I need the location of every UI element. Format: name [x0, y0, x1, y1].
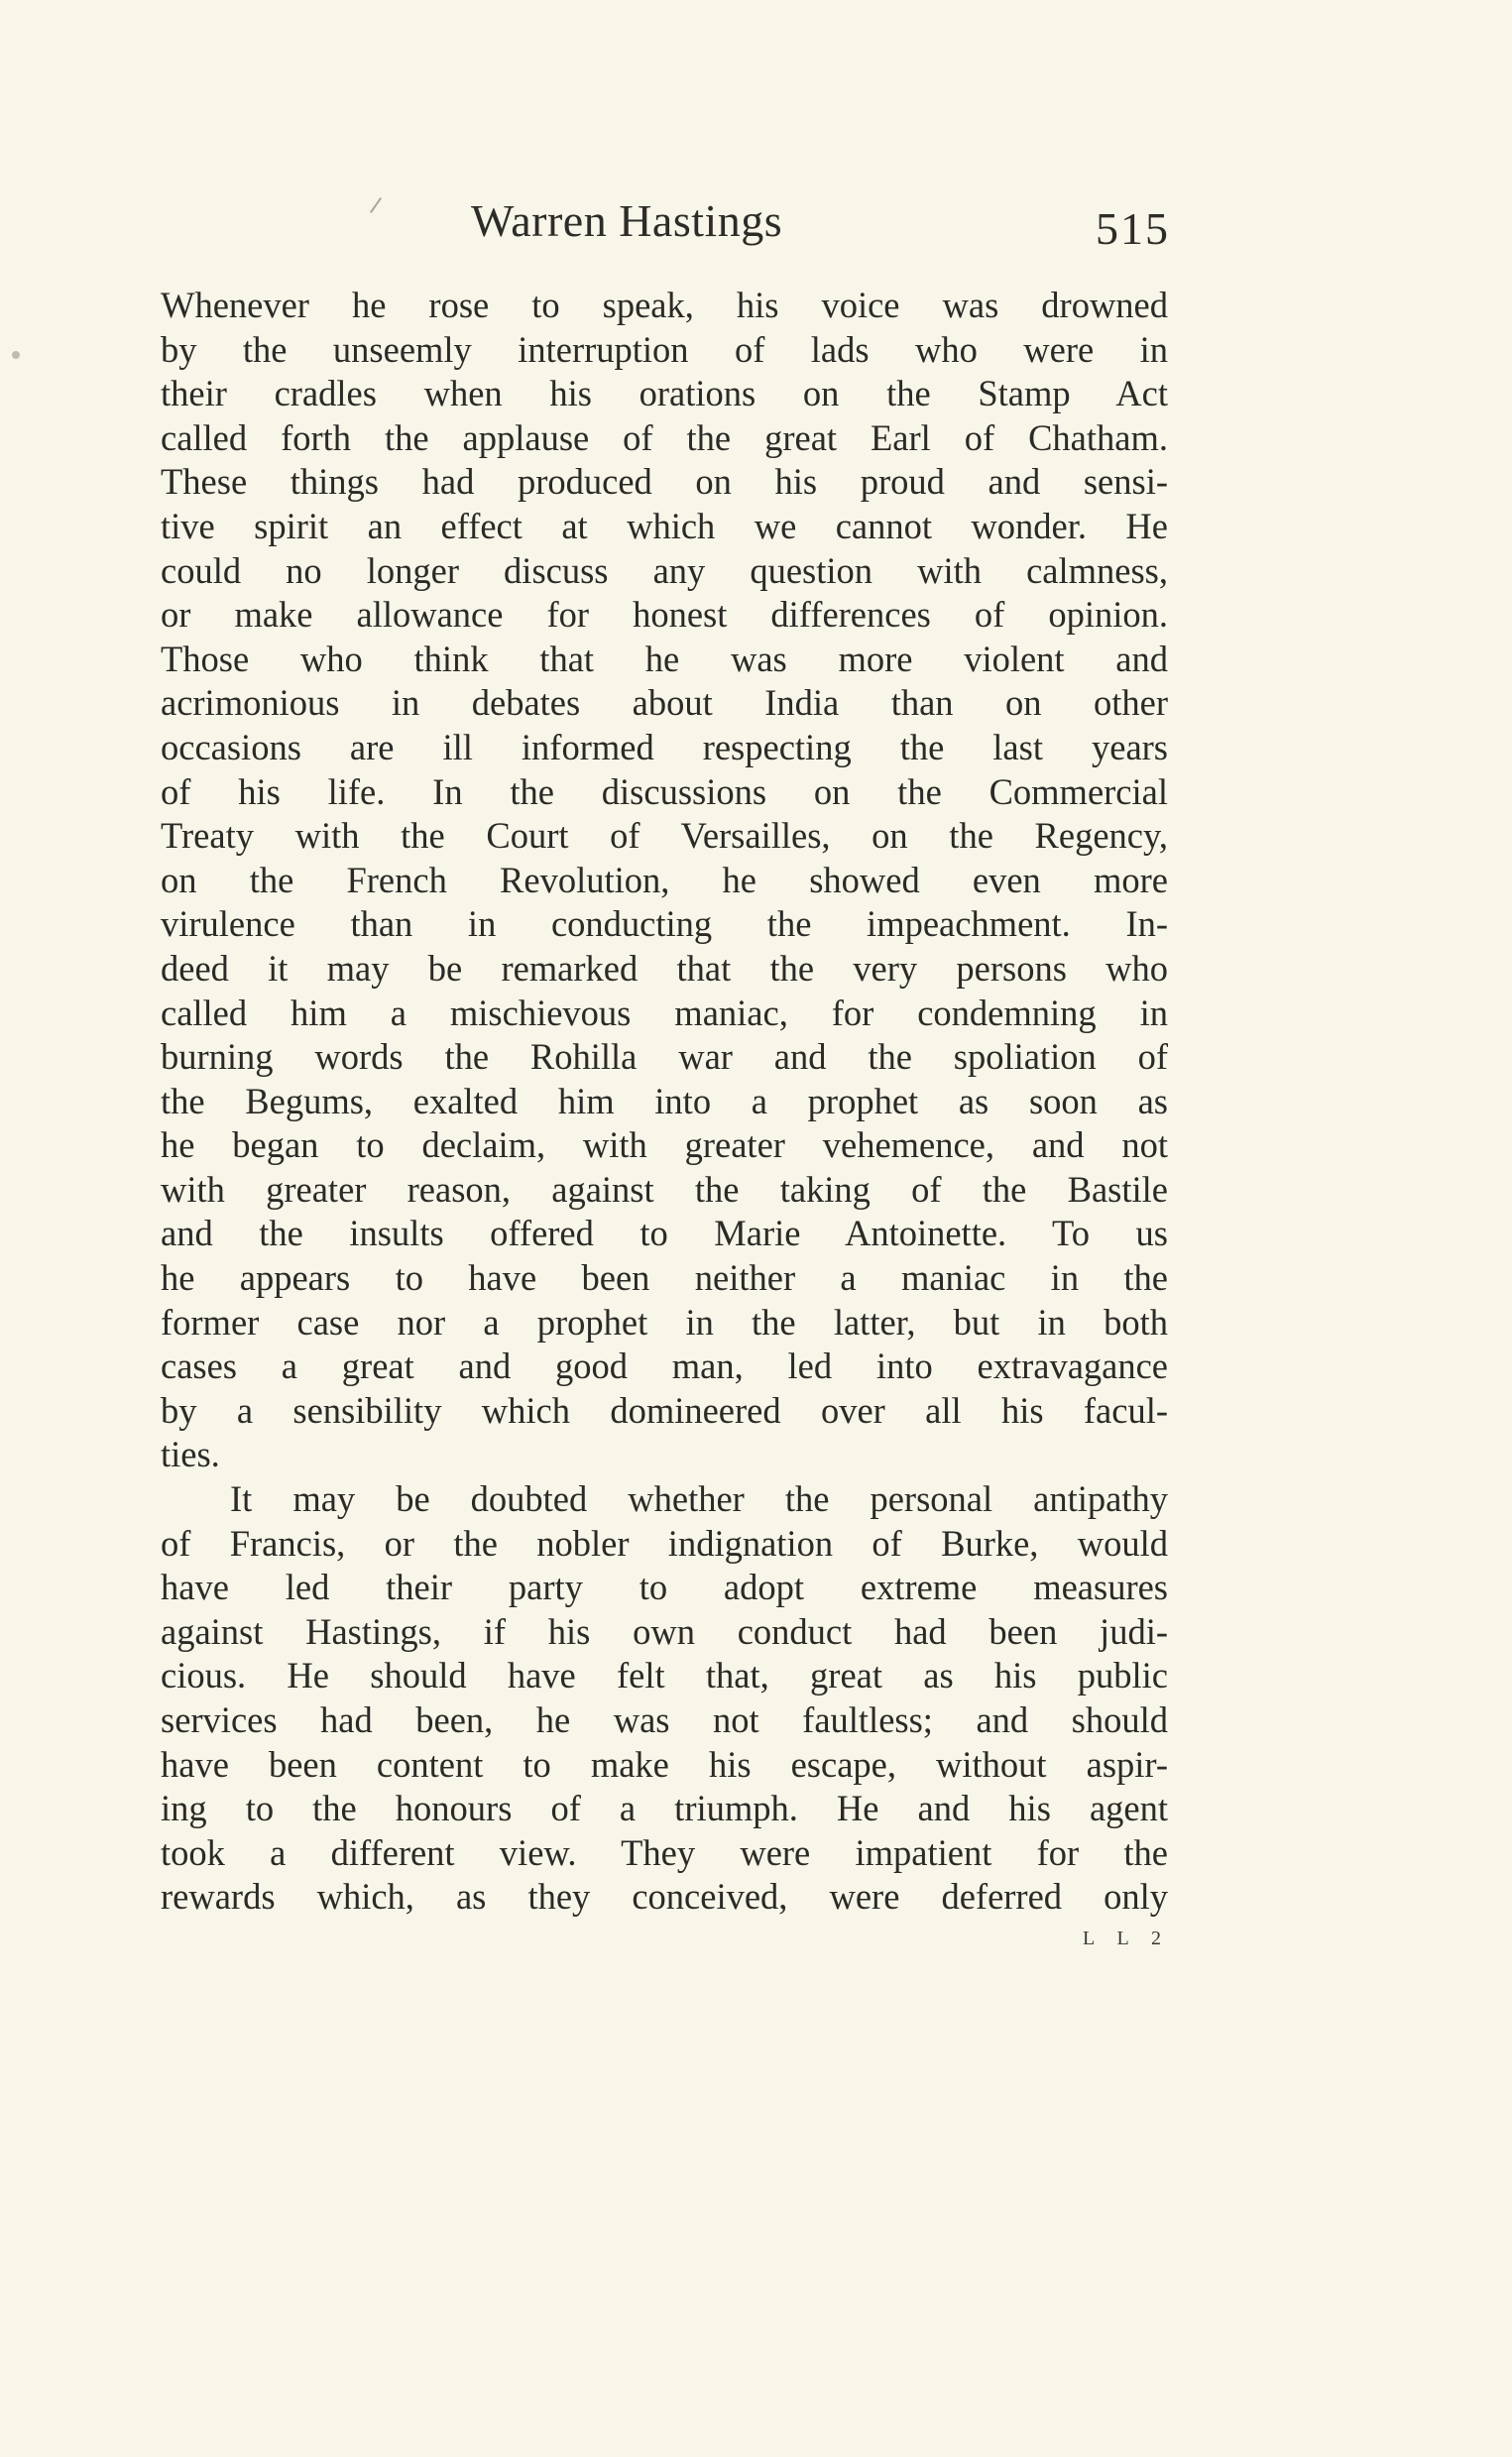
text-line: have led their party to adopt extreme measures — [161, 1567, 1168, 1608]
text-line: Treaty with the Court of Versailles, on the Regency, — [161, 815, 1168, 857]
margin-speck — [12, 351, 20, 359]
text-line: called him a mischievous maniac, for condemning in — [161, 992, 1168, 1033]
text-line: and the insults offered to Marie Antoinette. To us — [161, 1213, 1168, 1254]
text-line: cious. He should have felt that, great as his public — [161, 1655, 1168, 1696]
text-line: have been content to make his escape, without aspir- — [161, 1743, 1168, 1785]
page-number: 515 — [1096, 203, 1170, 254]
text-line: tive spirit an effect at which we cannot wonder. He — [161, 505, 1168, 546]
text-line: by the unseemly interruption of lads who were in — [161, 328, 1168, 370]
paragraph-start-line: It may be doubted whether the personal antipathy — [230, 1478, 1168, 1520]
body-text — [161, 284, 1168, 1920]
text-line: he began to declaim, with greater vehemence, and not — [161, 1124, 1168, 1166]
text-line: deed it may be remarked that the very persons who — [161, 947, 1168, 989]
text-line: of Francis, or the nobler indignation of Burke, would — [161, 1522, 1168, 1564]
paragraph-end-line: ties. — [161, 1434, 220, 1475]
text-line: with greater reason, against the taking of the Bastile — [161, 1168, 1168, 1210]
text-line: ing to the honours of a triumph. He and his agent — [161, 1788, 1168, 1829]
text-line: rewards which, as they conceived, were deferred only — [161, 1876, 1168, 1918]
running-head — [159, 194, 1170, 264]
text-line: Those who think that he was more violent and — [161, 638, 1168, 679]
text-line: cases a great and good man, led into extravagance — [161, 1346, 1168, 1387]
text-line: against Hastings, if his own conduct had been judi- — [161, 1610, 1168, 1652]
text-line: their cradles when his orations on the Stamp Act — [161, 373, 1168, 414]
text-line: by a sensibility which domineered over all his facul- — [161, 1389, 1168, 1431]
text-line: on the French Revolution, he showed even more — [161, 859, 1168, 900]
text-line: These things had produced on his proud and sensi- — [161, 461, 1168, 503]
text-line: could no longer discuss any question with calmness, — [161, 549, 1168, 591]
text-line: acrimonious in debates about India than on other — [161, 682, 1168, 724]
text-line: virulence than in conducting the impeachment. In- — [161, 903, 1168, 945]
text-line: burning words the Rohilla war and the spoliation of — [161, 1036, 1168, 1078]
text-line: of his life. In the discussions on the Commercial — [161, 770, 1168, 812]
text-line: called forth the applause of the great Earl of Chatham. — [161, 416, 1168, 458]
text-line: took a different view. They were impatient for the — [161, 1831, 1168, 1873]
pencil-tick-mark — [370, 197, 382, 213]
text-line: occasions are ill informed respecting the last years — [161, 726, 1168, 767]
text-line: Whenever he rose to speak, his voice was drowned — [161, 285, 1168, 325]
running-title: Warren Hastings — [471, 195, 783, 246]
signature-mark: L L 2 — [1083, 1928, 1170, 1949]
text-line: the Begums, exalted him into a prophet as soon as — [161, 1080, 1168, 1121]
text-line: he appears to have been neither a maniac in the — [161, 1257, 1168, 1299]
text-line: services had been, he was not faultless; and should — [161, 1699, 1168, 1740]
text-line: former case nor a prophet in the latter, but in both — [161, 1301, 1168, 1343]
text-line: or make allowance for honest differences of opinion. — [161, 594, 1168, 636]
